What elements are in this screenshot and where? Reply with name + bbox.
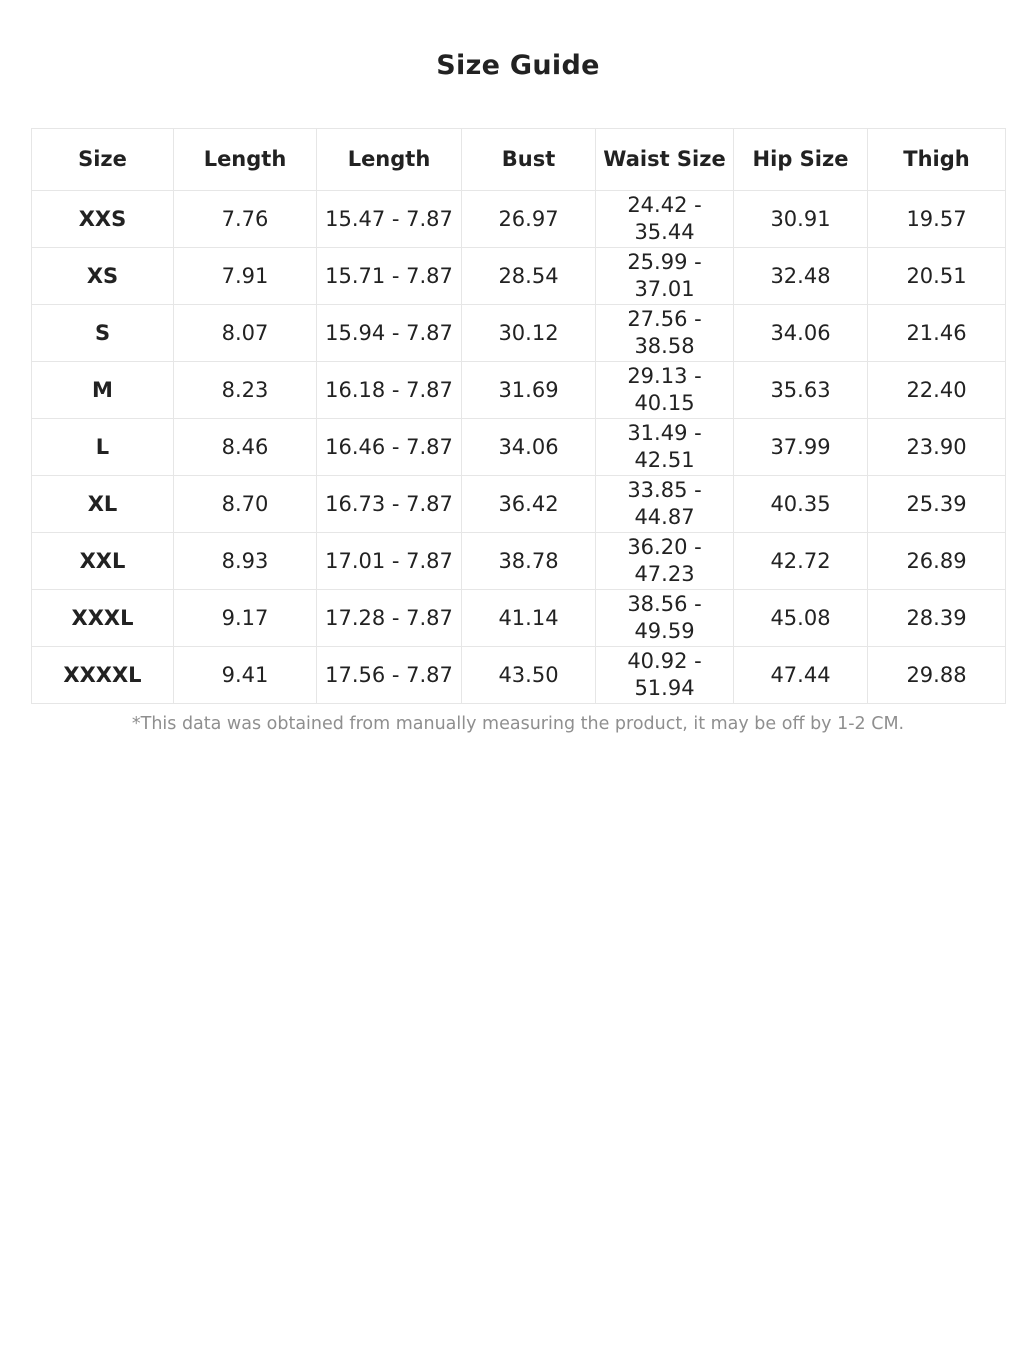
length-cell: 8.93 [174,533,317,590]
length-range-cell: 17.28 - 7.87 [317,590,462,647]
column-header-length-2: Length [317,129,462,191]
thigh-cell: 20.51 [868,248,1006,305]
size-cell: XXS [32,191,174,248]
length-range-cell: 15.94 - 7.87 [317,305,462,362]
length-cell: 7.91 [174,248,317,305]
thigh-cell: 22.40 [868,362,1006,419]
page-title: Size Guide [436,50,600,81]
size-guide-table [31,128,1006,704]
hip-size-cell: 30.91 [734,191,868,248]
thigh-cell: 19.57 [868,191,1006,248]
length-cell: 8.07 [174,305,317,362]
hip-size-cell: 45.08 [734,590,868,647]
length-range-cell: 16.46 - 7.87 [317,419,462,476]
length-cell: 7.76 [174,191,317,248]
column-header-waist-size: Waist Size [596,129,734,191]
table-row [32,248,1006,305]
table-row [32,362,1006,419]
waist-size-cell: 36.20 - 47.23 [596,533,734,590]
thigh-cell: 21.46 [868,305,1006,362]
table-row [32,419,1006,476]
thigh-cell: 29.88 [868,647,1006,704]
table-row [32,533,1006,590]
length-range-cell: 15.71 - 7.87 [317,248,462,305]
size-cell: XXXL [32,590,174,647]
bust-cell: 28.54 [462,248,596,305]
thigh-cell: 25.39 [868,476,1006,533]
column-header-thigh: Thigh [868,129,1006,191]
length-range-cell: 17.01 - 7.87 [317,533,462,590]
bust-cell: 30.12 [462,305,596,362]
size-cell: XL [32,476,174,533]
hip-size-cell: 47.44 [734,647,868,704]
waist-size-cell: 31.49 - 42.51 [596,419,734,476]
table-row [32,191,1006,248]
hip-size-cell: 35.63 [734,362,868,419]
size-cell: XXXXL [32,647,174,704]
column-header-length: Length [174,129,317,191]
column-header-size: Size [32,129,174,191]
length-cell: 9.41 [174,647,317,704]
size-cell: L [32,419,174,476]
waist-size-cell: 25.99 - 37.01 [596,248,734,305]
waist-size-cell: 27.56 - 38.58 [596,305,734,362]
waist-size-cell: 38.56 - 49.59 [596,590,734,647]
length-cell: 8.23 [174,362,317,419]
size-cell: M [32,362,174,419]
length-range-cell: 16.73 - 7.87 [317,476,462,533]
length-range-cell: 17.56 - 7.87 [317,647,462,704]
waist-size-cell: 33.85 - 44.87 [596,476,734,533]
bust-cell: 26.97 [462,191,596,248]
bust-cell: 38.78 [462,533,596,590]
thigh-cell: 28.39 [868,590,1006,647]
bust-cell: 41.14 [462,590,596,647]
measurement-disclaimer: *This data was obtained from manually measuring the product, it may be off by 1-2 CM. [131,714,905,734]
hip-size-cell: 37.99 [734,419,868,476]
length-cell: 8.70 [174,476,317,533]
column-header-bust: Bust [462,129,596,191]
table-header-row [32,129,1006,191]
length-range-cell: 15.47 - 7.87 [317,191,462,248]
waist-size-cell: 29.13 - 40.15 [596,362,734,419]
thigh-cell: 26.89 [868,533,1006,590]
column-header-hip-size: Hip Size [734,129,868,191]
hip-size-cell: 42.72 [734,533,868,590]
size-cell: S [32,305,174,362]
table-row [32,476,1006,533]
size-cell: XXL [32,533,174,590]
bust-cell: 43.50 [462,647,596,704]
length-cell: 8.46 [174,419,317,476]
thigh-cell: 23.90 [868,419,1006,476]
bust-cell: 34.06 [462,419,596,476]
hip-size-cell: 32.48 [734,248,868,305]
length-cell: 9.17 [174,590,317,647]
size-cell: XS [32,248,174,305]
bust-cell: 36.42 [462,476,596,533]
table-row [32,590,1006,647]
table-row [32,647,1006,704]
hip-size-cell: 34.06 [734,305,868,362]
table-row [32,305,1006,362]
bust-cell: 31.69 [462,362,596,419]
length-range-cell: 16.18 - 7.87 [317,362,462,419]
waist-size-cell: 24.42 - 35.44 [596,191,734,248]
waist-size-cell: 40.92 - 51.94 [596,647,734,704]
hip-size-cell: 40.35 [734,476,868,533]
